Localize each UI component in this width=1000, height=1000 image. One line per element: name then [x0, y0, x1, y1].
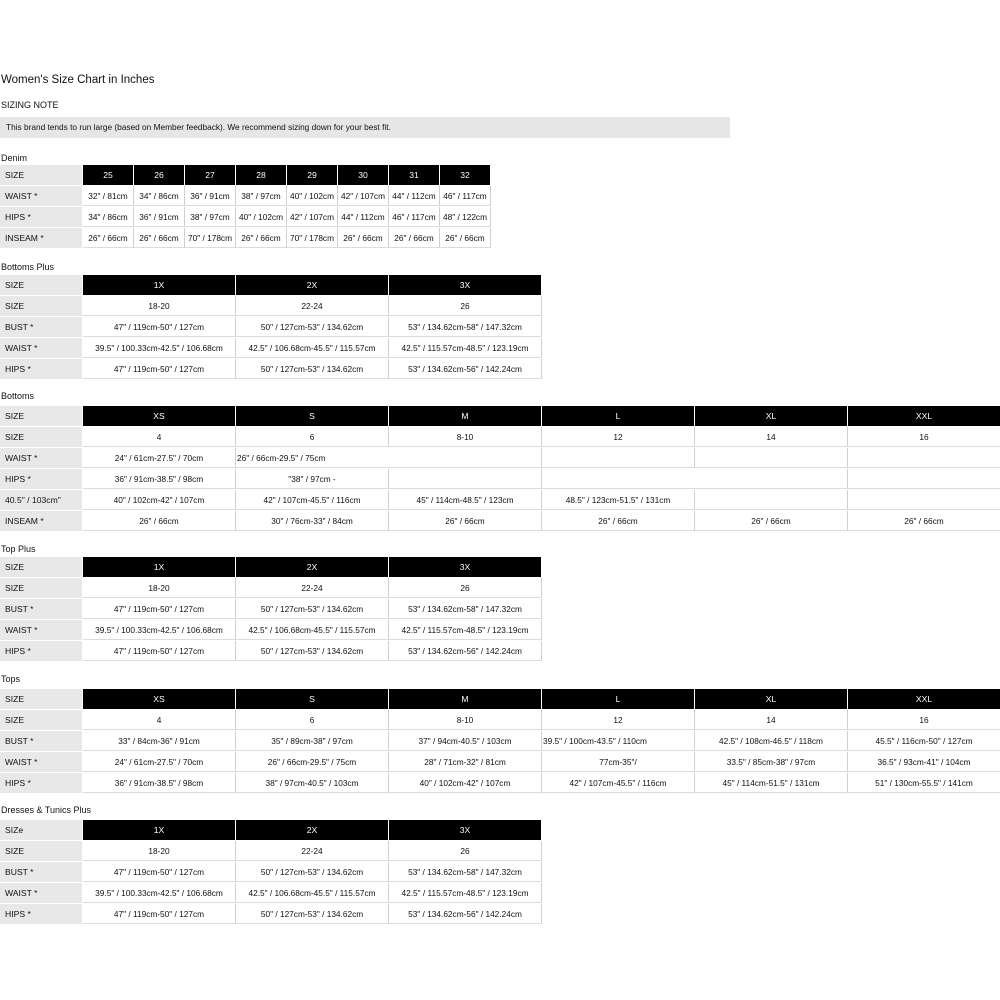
- table-cell: [848, 490, 1000, 510]
- table-cell: "38" / 97cm -: [236, 469, 389, 489]
- section-title-tops: Tops: [1, 674, 21, 684]
- table-cell: 53" / 134.62cm-56" / 142.24cm: [389, 359, 542, 379]
- size-column-header: 1X: [83, 820, 235, 840]
- row-label: SIZE: [0, 406, 82, 426]
- table-cell: 47" / 119cm-50" / 127cm: [83, 862, 236, 882]
- table-cell: 42.5" / 106.68cm-45.5" / 115.57cm: [236, 620, 389, 640]
- table-cell: 36" / 91cm: [185, 186, 236, 206]
- table-cell: 39.5" / 100.33cm-42.5" / 106.68cm: [83, 338, 236, 358]
- table-cell: 38" / 97cm: [236, 186, 287, 206]
- row-label: INSEAM *: [0, 511, 82, 531]
- table-cell: 53" / 134.62cm-58" / 147.32cm: [389, 599, 542, 619]
- table-cell: 38" / 97cm-40.5" / 103cm: [236, 773, 389, 793]
- table-cell: 50" / 127cm-53" / 134.62cm: [236, 904, 389, 924]
- row-label: SIZE: [0, 841, 82, 861]
- table-cell: 26" / 66cm: [389, 511, 542, 531]
- table-cell: 42" / 107cm-45.5" / 116cm: [542, 773, 695, 793]
- table-cell: 26" / 66cm: [389, 228, 440, 248]
- size-column-header: M: [389, 689, 541, 709]
- table-cell: 44" / 112cm: [338, 207, 389, 227]
- table-cell: 42.5" / 115.57cm-48.5" / 123.19cm: [389, 338, 542, 358]
- table-cell: [848, 448, 1000, 468]
- size-column-header: 27: [185, 165, 235, 185]
- table-cell: 42.5" / 115.57cm-48.5" / 123.19cm: [389, 883, 542, 903]
- table-cell: 70" / 178cm: [287, 228, 338, 248]
- table-cell: 18-20: [83, 578, 236, 598]
- table-cell: 47" / 119cm-50" / 127cm: [83, 599, 236, 619]
- table-cell: 42.5" / 106.68cm-45.5" / 115.57cm: [236, 883, 389, 903]
- table-cell: 33.5" / 85cm-38" / 97cm: [695, 752, 848, 772]
- row-label: HIPS *: [0, 207, 82, 227]
- table-cell: [542, 448, 695, 468]
- row-label: BUST *: [0, 317, 82, 337]
- row-label: INSEAM *: [0, 228, 82, 248]
- size-column-header: XL: [695, 406, 847, 426]
- table-cell: 50" / 127cm-53" / 134.62cm: [236, 317, 389, 337]
- table-cell: 26" / 66cm: [848, 511, 1000, 531]
- table-cell: 26" / 66cm: [542, 511, 695, 531]
- row-label: SIZE: [0, 557, 82, 577]
- table-cell: 42" / 107cm: [287, 207, 338, 227]
- size-column-header: XXL: [848, 689, 1000, 709]
- table-cell: 51" / 130cm-55.5" / 141cm: [848, 773, 1000, 793]
- table-cell: 36" / 91cm: [134, 207, 185, 227]
- size-column-header: 32: [440, 165, 490, 185]
- table-cell: 34" / 86cm: [134, 186, 185, 206]
- row-label: HIPS *: [0, 773, 82, 793]
- table-cell: 50" / 127cm-53" / 134.62cm: [236, 599, 389, 619]
- table-cell: 36" / 91cm-38.5" / 98cm: [83, 469, 236, 489]
- table-cell: [389, 469, 542, 489]
- table-cell: 44" / 112cm: [389, 186, 440, 206]
- table-cell: 53" / 134.62cm-56" / 142.24cm: [389, 904, 542, 924]
- table-cell: 46" / 117cm: [389, 207, 440, 227]
- table-cell: 18-20: [83, 841, 236, 861]
- table-cell: 39.5" / 100.33cm-42.5" / 106.68cm: [83, 620, 236, 640]
- row-label: WAIST *: [0, 338, 82, 358]
- table-cell: [542, 469, 848, 489]
- section-title-bottoms: Bottoms: [1, 391, 35, 401]
- size-column-header: L: [542, 406, 694, 426]
- row-label: HIPS *: [0, 641, 82, 661]
- row-label: SIZE: [0, 710, 82, 730]
- row-label: HIPS *: [0, 359, 82, 379]
- table-cell: 42.5" / 106.68cm-45.5" / 115.57cm: [236, 338, 389, 358]
- size-column-header: 30: [338, 165, 388, 185]
- table-cell: 18-20: [83, 296, 236, 316]
- section-title-dresses-tunics-plus: Dresses & Tunics Plus: [1, 805, 92, 815]
- table-cell: 26" / 66cm: [695, 511, 848, 531]
- size-column-header: 3X: [389, 820, 541, 840]
- table-cell: 6: [236, 710, 389, 730]
- table-cell: 24" / 61cm-27.5" / 70cm: [83, 752, 236, 772]
- size-column-header: M: [389, 406, 541, 426]
- row-label: SIZE: [0, 578, 82, 598]
- table-cell: 39.5" / 100.33cm-42.5" / 106.68cm: [83, 883, 236, 903]
- table-cell: 28" / 71cm-32" / 81cm: [389, 752, 542, 772]
- size-column-header: 3X: [389, 557, 541, 577]
- table-cell: 45.5" / 116cm-50" / 127cm: [848, 731, 1000, 751]
- table-cell: 45" / 114cm-48.5" / 123cm: [389, 490, 542, 510]
- table-cell: 48" / 122cm: [440, 207, 491, 227]
- table-cell: 24" / 61cm-27.5" / 70cm: [83, 448, 236, 468]
- size-column-header: 3X: [389, 275, 541, 295]
- table-cell: 26" / 66cm: [83, 511, 236, 531]
- row-label: HIPS *: [0, 904, 82, 924]
- table-cell: 22-24: [236, 841, 389, 861]
- table-cell: 16: [848, 427, 1000, 447]
- table-cell: 46" / 117cm: [440, 186, 491, 206]
- table-cell: 26" / 66cm: [440, 228, 491, 248]
- section-title-denim: Denim: [1, 153, 28, 163]
- table-cell: 12: [542, 427, 695, 447]
- table-cell: 14: [695, 710, 848, 730]
- size-column-header: XS: [83, 406, 235, 426]
- table-cell: 26" / 66cm: [338, 228, 389, 248]
- size-column-header: 2X: [236, 820, 388, 840]
- table-cell: 12: [542, 710, 695, 730]
- table-cell: 26: [389, 578, 542, 598]
- table-cell: 8-10: [389, 427, 542, 447]
- table-cell: 47" / 119cm-50" / 127cm: [83, 904, 236, 924]
- table-cell: [695, 490, 848, 510]
- row-label: SIZE: [0, 296, 82, 316]
- table-cell: 53" / 134.62cm-58" / 147.32cm: [389, 862, 542, 882]
- table-cell: 16: [848, 710, 1000, 730]
- row-label: WAIST *: [0, 620, 82, 640]
- table-cell: 26" / 66cm: [236, 228, 287, 248]
- row-label: HIPS *: [0, 469, 82, 489]
- row-label: WAIST *: [0, 883, 82, 903]
- size-column-header: 2X: [236, 557, 388, 577]
- table-cell: 40" / 102cm-42" / 107cm: [83, 490, 236, 510]
- table-cell: 42.5" / 115.57cm-48.5" / 123.19cm: [389, 620, 542, 640]
- table-cell: 50" / 127cm-53" / 134.62cm: [236, 641, 389, 661]
- size-column-header: L: [542, 689, 694, 709]
- size-column-header: 26: [134, 165, 184, 185]
- table-cell: 40" / 102cm: [236, 207, 287, 227]
- table-cell: 70" / 178cm: [185, 228, 236, 248]
- table-cell: 39.5" / 100cm-43.5" / 110cm: [542, 731, 695, 751]
- size-column-header: XS: [83, 689, 235, 709]
- table-cell: 42" / 107cm: [338, 186, 389, 206]
- size-column-header: S: [236, 406, 388, 426]
- table-cell: 40" / 102cm-42" / 107cm: [389, 773, 542, 793]
- row-label: SIZE: [0, 689, 82, 709]
- table-cell: 22-24: [236, 578, 389, 598]
- table-cell: 50" / 127cm-53" / 134.62cm: [236, 862, 389, 882]
- table-cell: 47" / 119cm-50" / 127cm: [83, 359, 236, 379]
- table-cell: 45" / 114cm-51.5" / 131cm: [695, 773, 848, 793]
- row-label: SIZe: [0, 820, 82, 840]
- size-column-header: 31: [389, 165, 439, 185]
- table-cell: 8-10: [389, 710, 542, 730]
- table-cell: 40" / 102cm: [287, 186, 338, 206]
- table-cell: 50" / 127cm-53" / 134.62cm: [236, 359, 389, 379]
- table-cell: 42" / 107cm-45.5" / 116cm: [236, 490, 389, 510]
- size-column-header: S: [236, 689, 388, 709]
- table-cell: 14: [695, 427, 848, 447]
- table-cell: 77cm-35"/: [542, 752, 695, 772]
- table-cell: 38" / 97cm: [185, 207, 236, 227]
- table-cell: 36.5" / 93cm-41" / 104cm: [848, 752, 1000, 772]
- size-column-header: 29: [287, 165, 337, 185]
- table-cell: 26: [389, 841, 542, 861]
- table-cell: 36" / 91cm-38.5" / 98cm: [83, 773, 236, 793]
- table-cell: 34" / 86cm: [83, 207, 134, 227]
- size-column-header: XXL: [848, 406, 1000, 426]
- section-title-top-plus: Top Plus: [1, 544, 36, 554]
- table-cell: 53" / 134.62cm-56" / 142.24cm: [389, 641, 542, 661]
- table-cell: 32" / 81cm: [83, 186, 134, 206]
- table-cell: 26: [389, 296, 542, 316]
- table-cell: 47" / 119cm-50" / 127cm: [83, 317, 236, 337]
- table-cell: 4: [83, 710, 236, 730]
- table-cell: 42.5" / 108cm-46.5" / 118cm: [695, 731, 848, 751]
- page-title: Women's Size Chart in Inches: [1, 74, 155, 86]
- table-cell: 37" / 94cm-40.5" / 103cm: [389, 731, 542, 751]
- row-label: BUST *: [0, 599, 82, 619]
- row-label: WAIST *: [0, 752, 82, 772]
- row-label: BUST *: [0, 862, 82, 882]
- row-label: SIZE: [0, 427, 82, 447]
- table-cell: 26" / 66cm: [83, 228, 134, 248]
- table-cell: 47" / 119cm-50" / 127cm: [83, 641, 236, 661]
- size-column-header: 1X: [83, 557, 235, 577]
- size-column-header: 28: [236, 165, 286, 185]
- table-cell: [695, 448, 848, 468]
- row-label: SIZE: [0, 275, 82, 295]
- size-column-header: 25: [83, 165, 133, 185]
- row-label: WAIST *: [0, 448, 82, 468]
- table-cell: 48.5" / 123cm-51.5" / 131cm: [542, 490, 695, 510]
- row-label: SIZE: [0, 165, 82, 185]
- size-column-header: 1X: [83, 275, 235, 295]
- table-cell: 35" / 89cm-38" / 97cm: [236, 731, 389, 751]
- row-label: WAIST *: [0, 186, 82, 206]
- table-cell: 53" / 134.62cm-58" / 147.32cm: [389, 317, 542, 337]
- table-cell: 26" / 66cm-29.5" / 75cm: [236, 448, 542, 468]
- table-cell: 6: [236, 427, 389, 447]
- table-cell: 33" / 84cm-36" / 91cm: [83, 731, 236, 751]
- table-cell: 26" / 66cm: [134, 228, 185, 248]
- row-label: 40.5" / 103cm": [0, 490, 82, 510]
- sizing-note-text: This brand tends to run large (based on Member feedback). We recommend sizing down for your best fit.: [0, 117, 730, 138]
- row-label: BUST *: [0, 731, 82, 751]
- size-column-header: XL: [695, 689, 847, 709]
- size-column-header: 2X: [236, 275, 388, 295]
- table-cell: 22-24: [236, 296, 389, 316]
- table-cell: 4: [83, 427, 236, 447]
- table-cell: [848, 469, 1000, 489]
- table-cell: 26" / 66cm-29.5" / 75cm: [236, 752, 389, 772]
- sizing-note-heading: SIZING NOTE: [1, 100, 59, 110]
- section-title-bottoms-plus: Bottoms Plus: [1, 262, 55, 272]
- table-cell: 30" / 76cm-33" / 84cm: [236, 511, 389, 531]
